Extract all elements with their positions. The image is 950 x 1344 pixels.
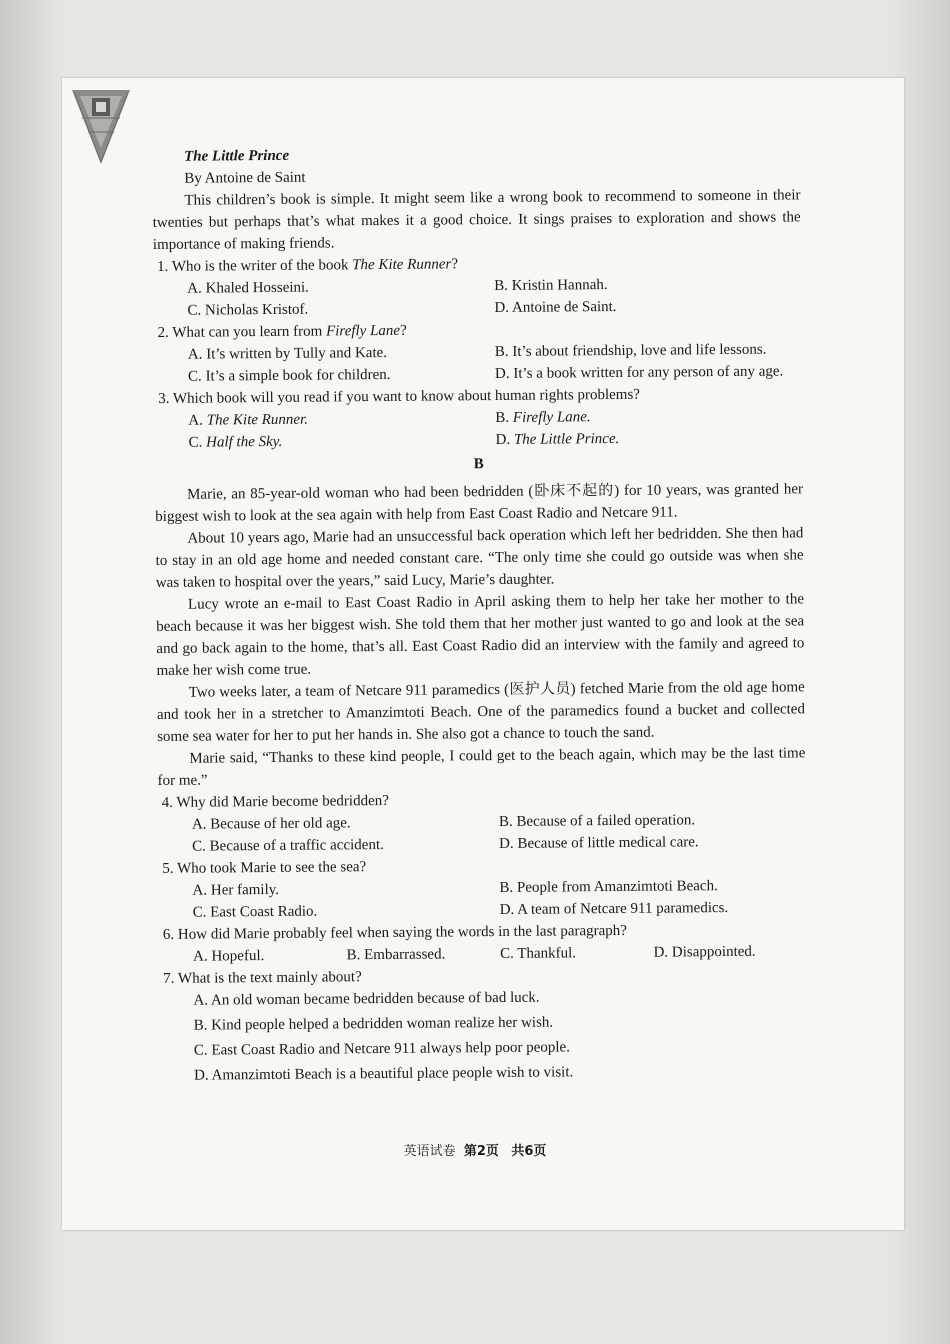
question-text: How did Marie probably feel when saying the words in the last paragraph?	[177, 922, 627, 943]
options-grid	[154, 404, 802, 454]
answer-option	[193, 899, 500, 924]
option-text: Firefly Lane.	[512, 409, 591, 426]
passage-a-body: This children’s book is simple. It might seem like a wrong book to recommend to someone in their twenties but perhaps that’s what makes it a good choice. It sings praises to exploration and shows the importance of making friends.	[152, 187, 801, 253]
question-text: Who is the writer of the book	[171, 257, 353, 275]
option-letter: A.	[193, 992, 209, 1009]
question-text: What is the text mainly about?	[177, 969, 362, 987]
option-letter: C.	[499, 945, 514, 962]
option-letter: B.	[499, 879, 514, 896]
questions-b	[158, 786, 809, 1087]
option-letter: A.	[188, 412, 204, 429]
answer-option	[194, 1009, 808, 1036]
option-text: The Little Prince.	[513, 430, 620, 448]
option-letter: D.	[653, 944, 669, 961]
question-text-italic: The Kite Runner	[352, 256, 452, 274]
option-letter: D.	[499, 901, 515, 918]
question-text: Why did Marie become bedridden?	[176, 792, 389, 811]
option-letter: C.	[188, 434, 203, 451]
option-letter: B.	[498, 813, 513, 830]
footer-total-pre: 共	[511, 1144, 525, 1159]
answer-option	[495, 404, 802, 429]
passage-b	[155, 478, 806, 792]
answer-option	[346, 943, 500, 966]
option-text: Kind people helped a bedridden woman realize her wish.	[211, 1014, 554, 1034]
option-text: East Coast Radio.	[210, 903, 318, 921]
school-emblem-icon	[70, 88, 132, 166]
page-footer	[0, 1140, 950, 1159]
option-text: Because of a traffic accident.	[209, 837, 384, 855]
answer-option	[500, 896, 807, 921]
passage-a-title: The Little Prince	[184, 147, 290, 165]
option-text: Nicholas Kristof.	[204, 301, 309, 319]
footer-total-num: 6	[524, 1144, 534, 1159]
option-text: A team of Netcare 911 paramedics.	[517, 900, 729, 918]
answer-option	[188, 363, 495, 388]
option-text: It’s written by Tully and Kate.	[206, 344, 388, 363]
option-text: Because of a failed operation.	[516, 812, 696, 830]
question-text-end: ?	[399, 322, 407, 339]
answer-option	[193, 944, 347, 967]
option-text: The Kite Runner.	[206, 411, 309, 429]
option-text: An old woman became bedridden because of bad luck.	[210, 989, 540, 1009]
question-text-italic: Firefly Lane	[325, 322, 401, 340]
answer-option	[194, 1034, 808, 1061]
passage-a-byline: By Antoine de Saint	[184, 169, 306, 187]
option-text: People from Amanzimtoti Beach.	[516, 878, 718, 896]
question-text-end: ?	[451, 256, 459, 273]
question-number: 4.	[161, 794, 174, 811]
answer-option	[188, 407, 495, 432]
answer-option	[193, 984, 807, 1011]
options-grid	[158, 808, 806, 858]
answer-option	[499, 874, 806, 899]
answer-option	[194, 1059, 808, 1086]
option-text: Kristin Hannah.	[511, 277, 608, 294]
answer-option	[653, 940, 807, 963]
answer-option	[494, 272, 801, 297]
passage-b-paragraph: Marie said, “Thanks to these kind people, I could get to the beach again, which may be the last time for me.”	[157, 745, 806, 789]
answer-option	[192, 833, 499, 858]
option-letter: A.	[191, 816, 207, 833]
option-text: Disappointed.	[671, 943, 756, 961]
answer-option	[188, 429, 495, 454]
option-letter: D.	[495, 431, 511, 449]
answer-option	[187, 275, 494, 300]
option-text: Because of her old age.	[210, 815, 351, 833]
option-letter: B.	[346, 947, 361, 964]
footer-subject: 英语试卷	[403, 1144, 456, 1159]
answer-option	[500, 942, 654, 965]
footer-page-mid: 页	[485, 1144, 499, 1159]
question-number: 7.	[163, 970, 175, 987]
footer-page-num: 2	[476, 1144, 486, 1159]
options-grid	[159, 984, 808, 1087]
options-grid	[158, 874, 806, 924]
option-text: East Coast Radio and Netcare 911 always help poor people.	[211, 1039, 570, 1059]
answer-option	[192, 877, 499, 902]
question-text: Who took Marie to see the sea?	[176, 859, 367, 877]
answer-option	[187, 297, 494, 322]
option-letter: B.	[494, 343, 509, 361]
options-grid	[153, 272, 801, 322]
option-text: It’s a book written for any person of any age.	[513, 363, 784, 382]
option-letter: C.	[193, 1042, 208, 1059]
option-letter: A.	[187, 280, 202, 297]
answer-option	[495, 426, 802, 451]
options-grid	[154, 338, 802, 388]
option-letter: D.	[494, 299, 510, 317]
exam-content	[152, 140, 808, 1090]
option-letter: D.	[499, 835, 514, 852]
question-number: 2.	[157, 324, 169, 341]
option-text: Embarrassed.	[364, 946, 446, 964]
option-text: Amanzimtoti Beach is a beautiful place people wish to visit.	[211, 1064, 574, 1084]
answer-option	[192, 811, 499, 836]
option-letter: A.	[192, 882, 208, 899]
answer-option	[495, 338, 802, 363]
passage-b-paragraph: Marie, an 85-year-old woman who had been bedridden (卧床不起的) for 10 years, was granted her biggest wish to look at the sea again with help from East Coast Radio and Netcare 911.	[155, 481, 804, 525]
footer-total-post: 页	[533, 1144, 547, 1159]
option-letter: A.	[193, 948, 208, 965]
option-text: Her family.	[210, 881, 280, 899]
question-text: Which book will you read if you want to know about human rights problems?	[172, 386, 640, 407]
answer-option	[494, 294, 801, 319]
question-number: 1.	[156, 258, 169, 275]
answer-option	[495, 360, 802, 385]
option-text: Because of little medical care.	[517, 834, 699, 852]
option-text: Hopeful.	[211, 948, 265, 965]
question-number: 3.	[158, 390, 170, 407]
section-b-label: B	[473, 456, 484, 473]
option-letter: D.	[194, 1067, 209, 1084]
answer-option	[499, 830, 806, 855]
option-letter: C.	[192, 904, 207, 921]
passage-b-paragraph: Two weeks later, a team of Netcare 911 paramedics (医护人员) fetched Marie from the old age home and took her in a stretcher to Amanzimtoti Beach. One of the paramedics found a bucket and collected some sea water for her to put her hands in. She also got a chance to touch the sand.	[156, 679, 806, 745]
question-text: What can you learn from	[172, 323, 327, 341]
footer-page-pre: 第	[463, 1144, 477, 1159]
option-letter: B.	[193, 1017, 208, 1034]
option-letter: C.	[187, 368, 202, 385]
answer-option	[188, 341, 495, 366]
option-letter: C.	[192, 838, 206, 855]
passage-b-paragraph: Lucy wrote an e-mail to East Coast Radio in April asking them to help her take her mother to the beach because it was her biggest wish. She told them that her mother just wanted to go and look at the sea and go back again to the home, that’s all. East Coast Radio did an interview with the family and agreed to make her wish come true.	[156, 591, 805, 679]
option-text: Antoine de Saint.	[511, 298, 617, 316]
option-letter: B.	[494, 277, 509, 295]
option-text: It’s a simple book for children.	[205, 366, 391, 385]
option-letter: D.	[494, 365, 510, 383]
option-text: Khaled Hosseini.	[205, 279, 309, 297]
option-text: Half the Sky.	[206, 433, 283, 451]
questions-a	[153, 250, 803, 454]
option-letter: C.	[187, 302, 202, 319]
passage-b-paragraph: About 10 years ago, Marie had an unsuccessful back operation which left her bedridden. She then had to stay in an old age home and needed constant care. “The only time she could go outside was when she was taken to hospital over the years,” said Lucy, Marie’s daughter.	[155, 525, 804, 591]
option-text: Thankful.	[517, 945, 577, 962]
question-number: 5.	[162, 860, 174, 877]
option-text: It’s about friendship, love and life lessons.	[512, 341, 767, 360]
question-number: 6.	[162, 926, 175, 943]
answer-option	[499, 808, 806, 833]
option-letter: B.	[495, 409, 510, 427]
option-letter: A.	[187, 346, 203, 363]
